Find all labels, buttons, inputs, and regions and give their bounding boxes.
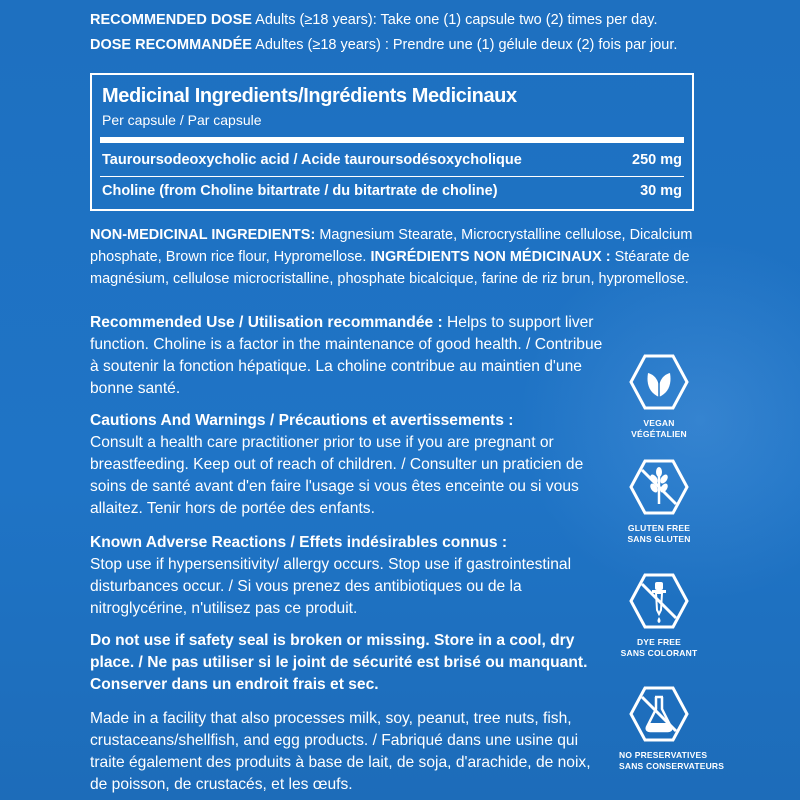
adverse-reactions-heading: Known Adverse Reactions / Effets indésirables connus : (90, 534, 508, 551)
dose-text-en: Adults (≥18 years): Take one (1) capsule two (2) times per day. (251, 12, 658, 28)
badge-label-fr: SANS GLUTEN (627, 534, 691, 544)
non-medicinal-label-fr: INGRÉDIENTS NON MÉDICINAUX : (370, 249, 611, 265)
adverse-reactions-body: Stop use if hypersensitivity/ allergy occurs. Stop use if gastrointestinal disturbances occur. / Si vous prenez des antibiotiques ou de la nitroglycérine, n'utilisez pas ce produit. (90, 556, 572, 617)
non-medicinal-text-en: Magnesium Stearate, Microcrystalline cellulose, Dicalcium phosphate, Brown rice flour, Hypromellose. (90, 227, 693, 265)
badge-label-fr: SANS COLORANT (620, 648, 698, 658)
recommended-use-heading: Recommended Use / Utilisation recommandée : (90, 314, 443, 331)
medicinal-title: Medicinal Ingredients/Ingrédients Medicinaux (102, 85, 517, 107)
recommended-use-body: Helps to support liver function. Choline is a factor in the maintenance of good health. / Contribue à soutenir la fonction hépatique. La choline contribue au maintien d'une bonne santé. (90, 314, 603, 397)
recommended-dose-en (90, 10, 657, 30)
vegan-leaf-icon (628, 353, 690, 411)
cautions-section (90, 410, 610, 520)
no-preservatives-flask-icon (628, 685, 690, 743)
ingredient-name: Tauroursodeoxycholic acid / Acide tauroursodésoxycholique (102, 152, 522, 168)
non-medicinal-text-fr: Stéarate de magnésium, cellulose microcristalline, phosphate bicalcique, farine de riz brun, hypromellose. (90, 249, 690, 287)
dye-free-badge (619, 572, 699, 659)
ingredient-row (102, 183, 682, 199)
ingredient-row (102, 152, 682, 168)
medicinal-ingredients-panel (90, 73, 694, 211)
dose-label-en: RECOMMENDED DOSE (90, 12, 252, 28)
non-medicinal-ingredients (90, 224, 720, 290)
non-medicinal-label-en: NON-MEDICINAL INGREDIENTS: (90, 227, 316, 243)
dose-text-fr: Adultes (≥18 years) : Prendre une (1) gélule deux (2) fois par jour. (251, 37, 678, 53)
ingredient-amount: 30 mg (640, 183, 682, 199)
dye-free-dropper-icon (628, 572, 690, 630)
ingredient-name: Choline (from Choline bitartrate / du bitartrate de choline) (102, 183, 498, 199)
gluten-free-wheat-icon (628, 458, 690, 516)
badge-label (619, 418, 699, 440)
vegan-badge (619, 353, 699, 440)
no-preservatives-badge (619, 685, 725, 772)
badge-label-en: DYE FREE (636, 637, 682, 647)
storage-warning: Do not use if safety seal is broken or missing. Store in a cool, dry place. / Ne pas utiliser si le joint de sécurité est brisé ou manquant. Conserver dans un endroit frais et sec. (90, 632, 588, 693)
recommended-dose-fr (90, 35, 677, 55)
badge-label (619, 750, 725, 772)
cautions-heading: Cautions And Warnings / Précautions et avertissements : (90, 412, 514, 429)
badge-label-fr: SANS CONSERVATEURS (619, 761, 725, 771)
panel-thin-divider (100, 176, 684, 177)
adverse-reactions-section (90, 532, 610, 620)
dose-label-fr: DOSE RECOMMANDÉE (90, 37, 252, 53)
badge-label (619, 637, 699, 659)
badge-label-en: VEGAN (643, 418, 675, 428)
ingredient-amount: 250 mg (632, 152, 682, 168)
gluten-free-badge (619, 458, 699, 545)
medicinal-subtitle: Per capsule / Par capsule (102, 112, 262, 128)
badge-label-en: GLUTEN FREE (627, 523, 691, 533)
allergen-facility-statement: Made in a facility that also processes milk, soy, peanut, tree nuts, fish, crustaceans/shellfish, and egg products. / Fabriqué dans une usine qui traite également des produits à base de lait, de soja, d'arachide, de noix, de poisson, de crustacés, et les œufs. (90, 710, 591, 793)
badge-label (619, 523, 699, 545)
panel-thick-divider (100, 137, 684, 143)
cautions-body: Consult a health care practitioner prior to use if you are pregnant or breastfeeding. Keep out of reach of children. / Consulter un praticien de soins de santé avant d'en faire l'usage si vous êtes enceinte ou si vous allaitez. Tenir hors de portée des enfants. (90, 434, 584, 517)
badge-label-en: NO PRESERVATIVES (619, 750, 708, 760)
recommended-use-section (90, 312, 610, 400)
badge-label-fr: VÉGÉTALIEN (631, 429, 687, 439)
